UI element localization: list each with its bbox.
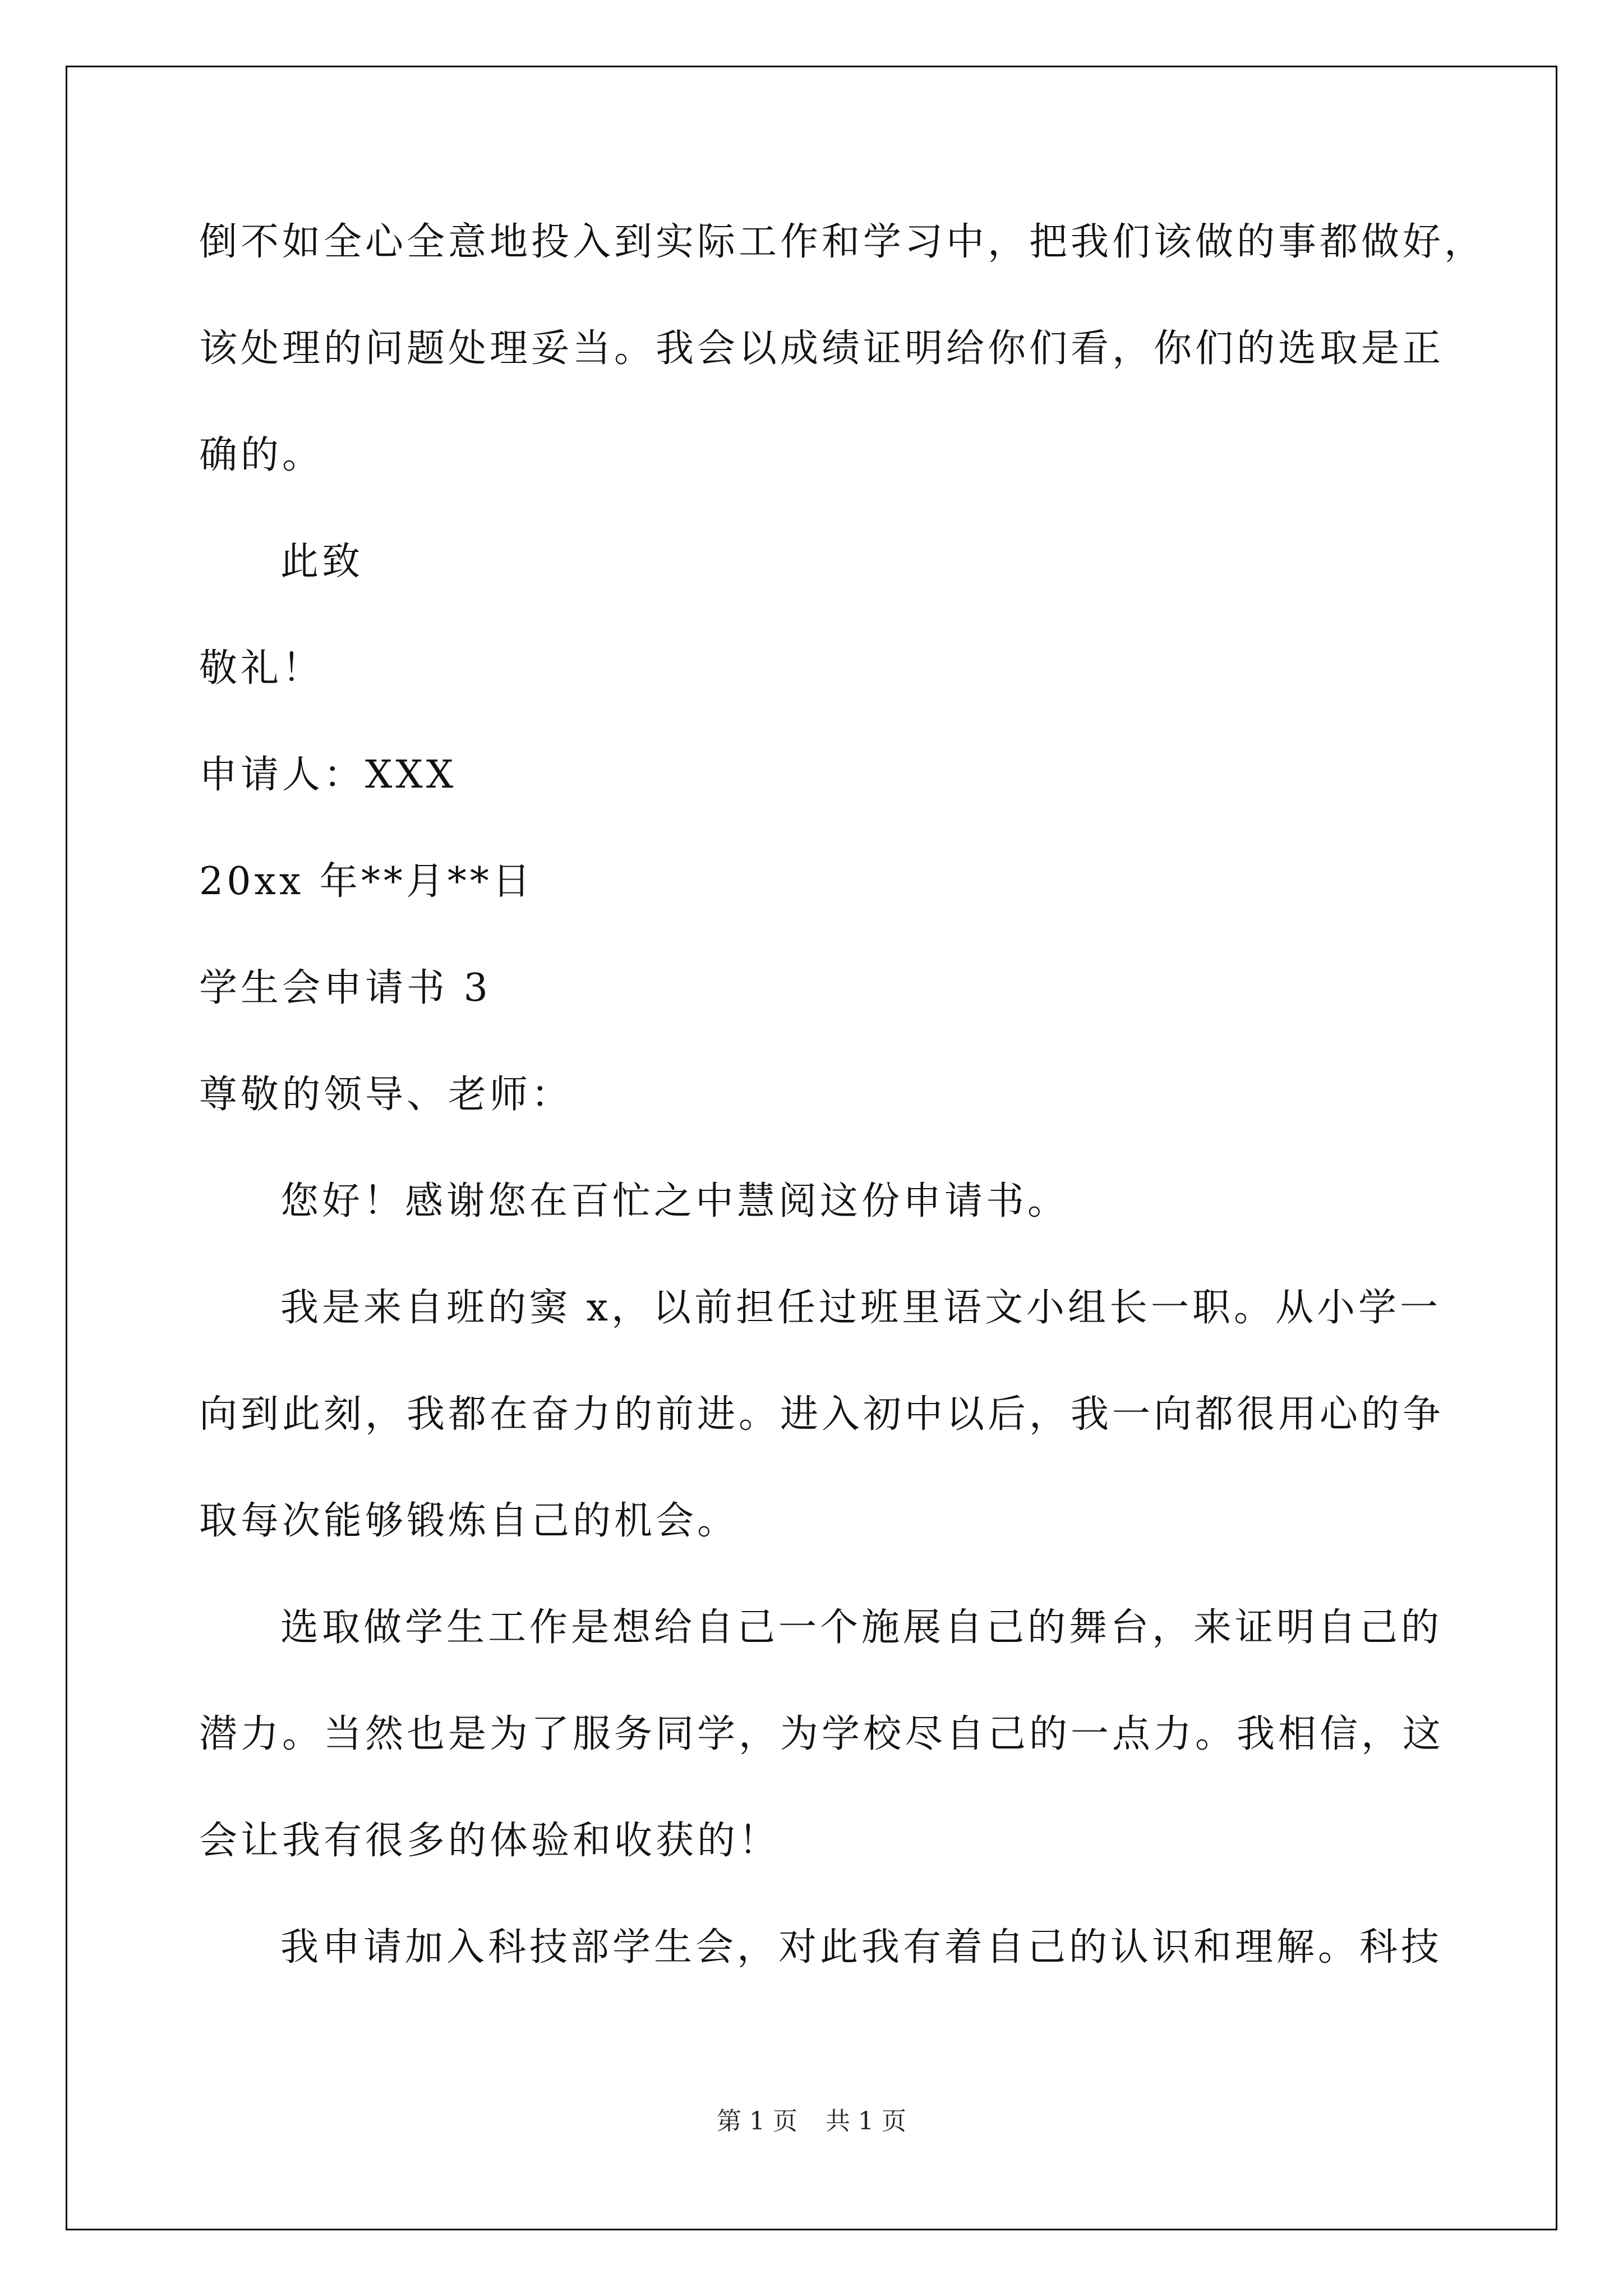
- paragraph-line: 倒不如全心全意地投入到实际工作和学习中，把我们该做的事都做好，: [199, 220, 1486, 264]
- paragraph-line: 确的。: [199, 433, 324, 477]
- page-total: 共 1 页: [826, 2107, 906, 2136]
- document-body: [199, 209, 1486, 2021]
- page-number: 第 1 页: [717, 2107, 797, 2136]
- paragraph-line: 会让我有很多的体验和收获的！: [199, 1819, 781, 1863]
- section-title: 学生会申请书 3: [199, 966, 491, 1010]
- paragraph-line: 潜力。当然也是为了服务同学，为学校尽自己的一点力。我相信，这: [199, 1712, 1445, 1756]
- paragraph-line: 向到此刻，我都在奋力的前进。进入初中以后，我一向都很用心的争: [199, 1392, 1445, 1437]
- letter-date: 20xx 年**月**日: [199, 859, 534, 904]
- letter-greeting: 尊敬的领导、老师：: [199, 1073, 573, 1117]
- paragraph-line: 取每次能够锻炼自己的机会。: [199, 1499, 739, 1543]
- applicant-signature: 申请人：XXX: [199, 753, 457, 797]
- closing-regards: 敬礼！: [199, 646, 324, 691]
- paragraph-line: 我申请加入科技部学生会，对此我有着自己的认识和理解。科技: [280, 1925, 1443, 1970]
- paragraph-line: 我是来自班的窦 x，以前担任过班里语文小组长一职。从小学一: [280, 1286, 1441, 1330]
- paragraph-line: 选取做学生工作是想给自己一个施展自己的舞台，来证明自己的: [280, 1605, 1443, 1650]
- page-footer: [0, 2101, 1623, 2137]
- paragraph-line: 该处理的问题处理妥当。我会以成绩证明给你们看，你们的选取是正: [199, 326, 1445, 371]
- paragraph-line: 您好！感谢您在百忙之中慧阅这份申请书。: [280, 1179, 1069, 1223]
- closing-salutation: 此致: [280, 540, 364, 584]
